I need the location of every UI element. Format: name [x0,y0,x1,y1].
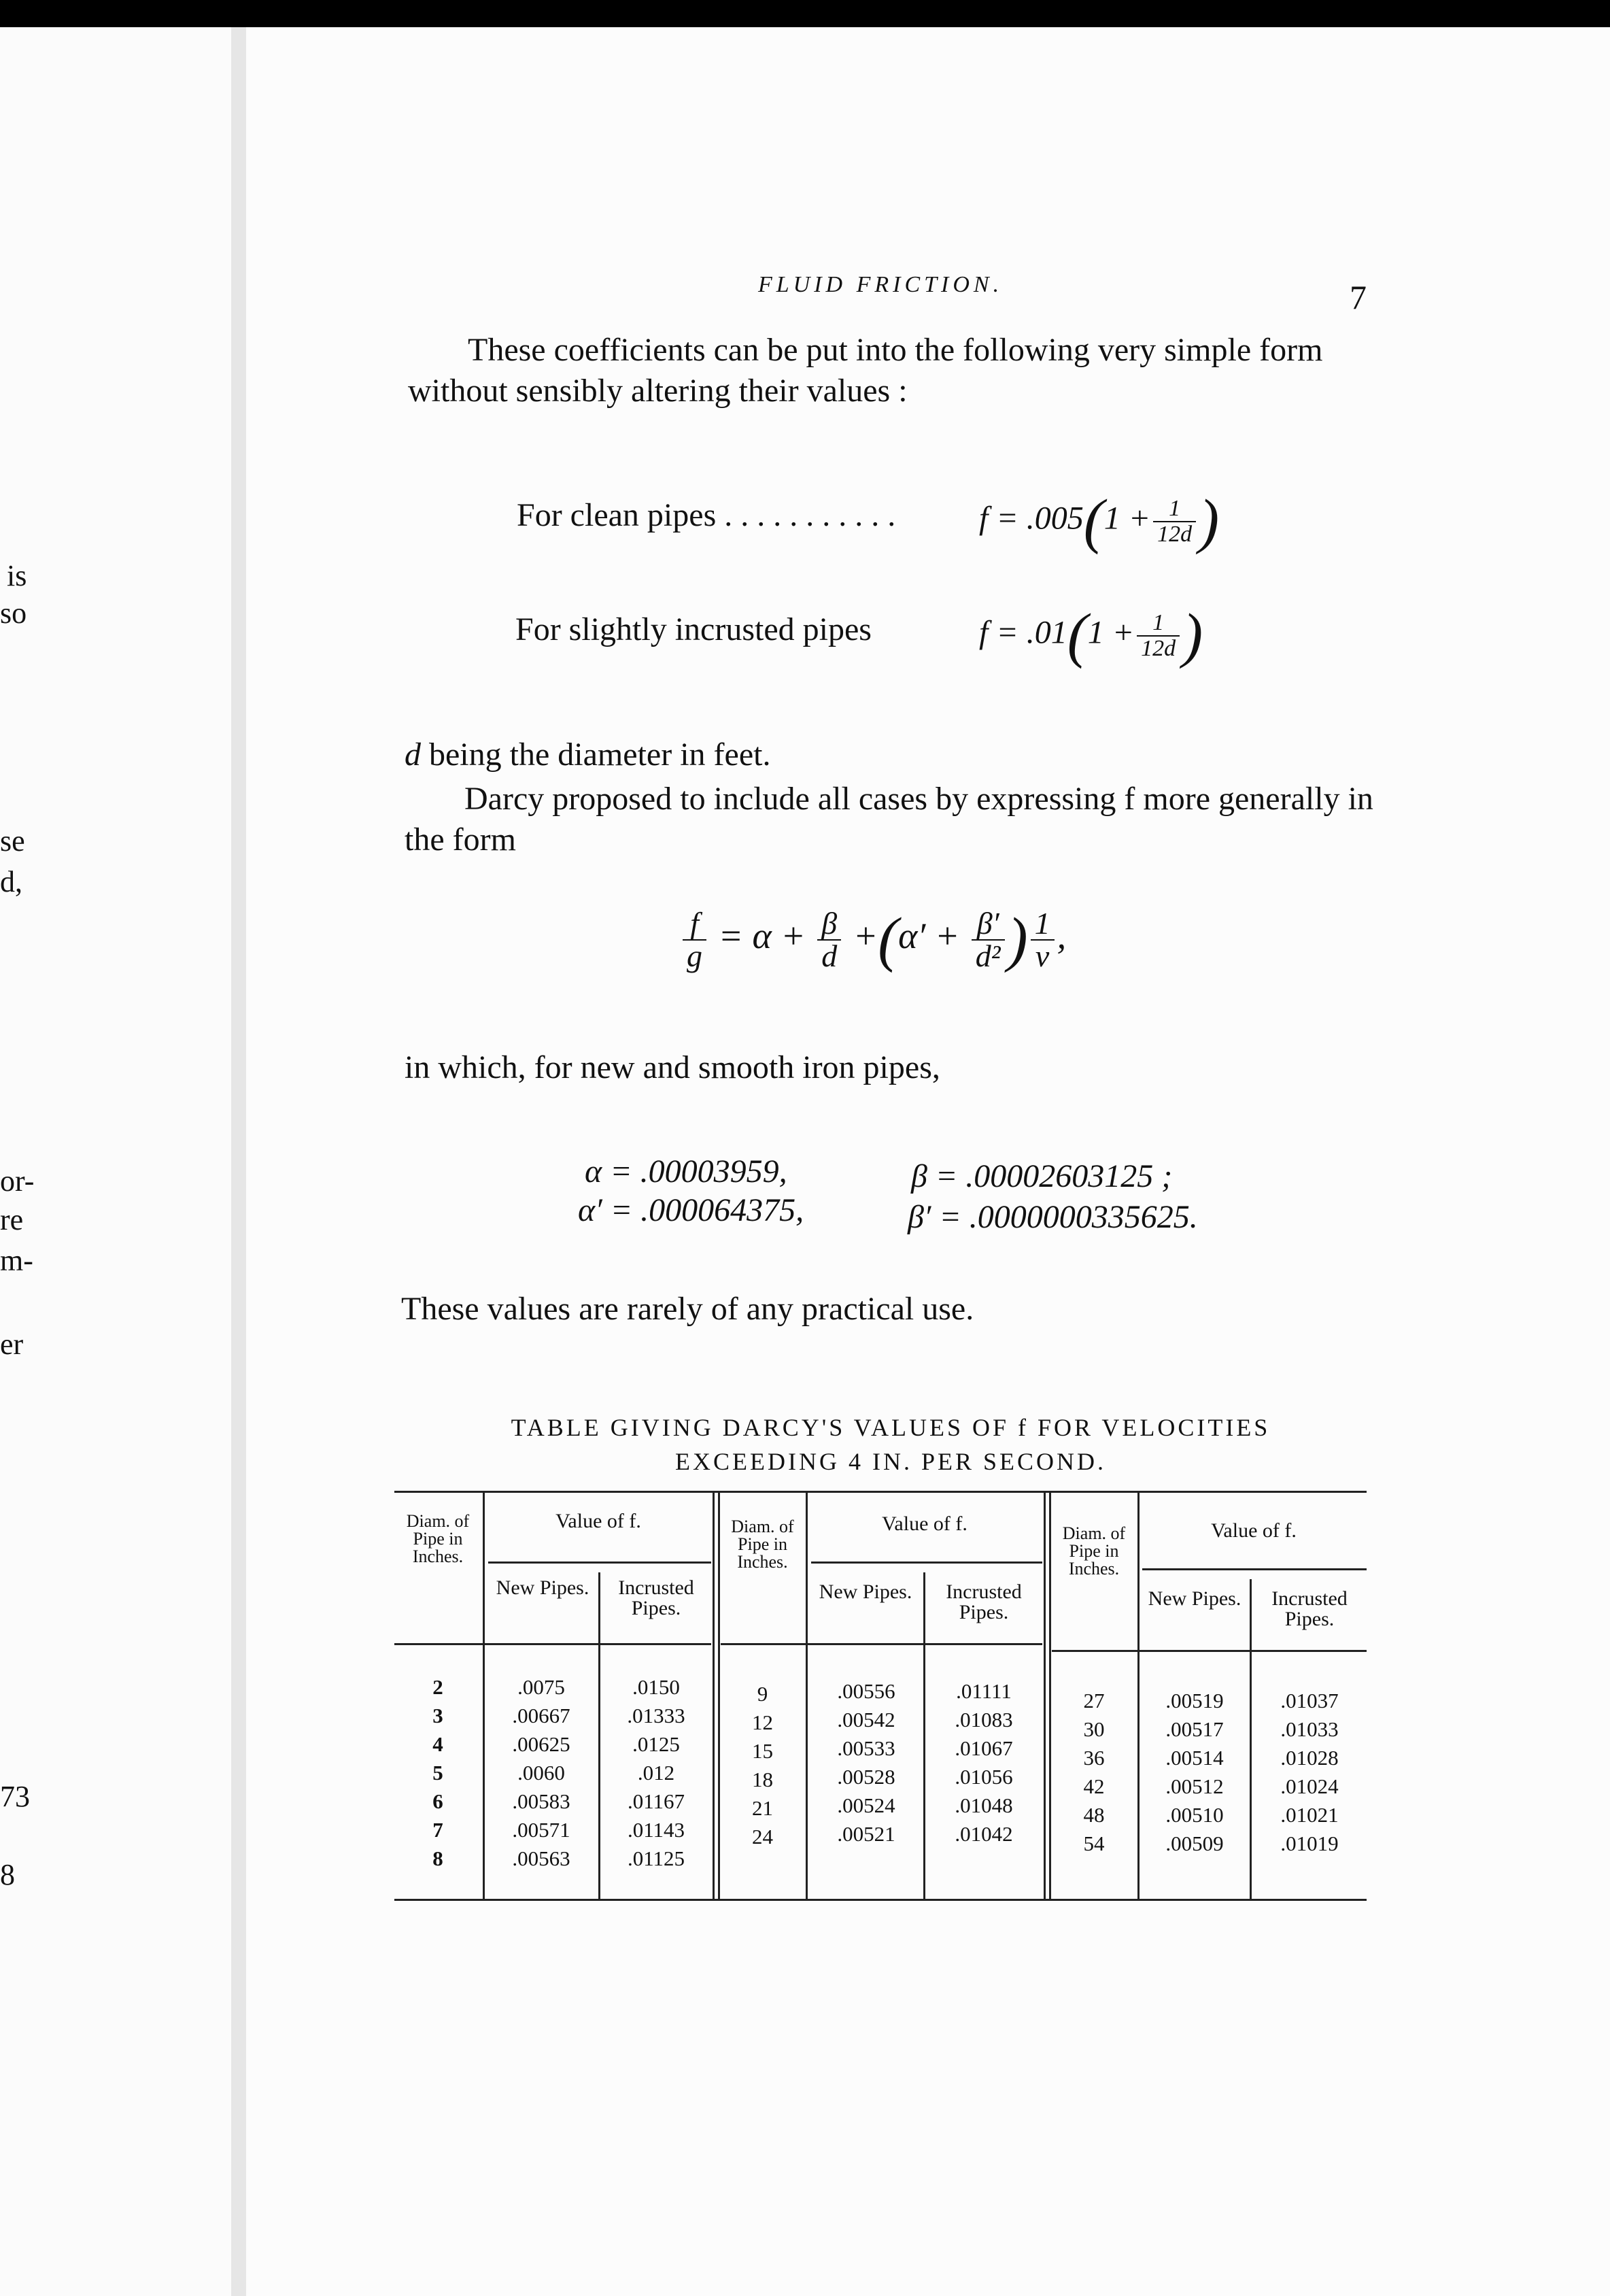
left-fragment: er [0,1328,24,1361]
diam-cell: 18 [752,1768,773,1791]
beta-prime-numerator: β′ [972,908,1005,941]
left-page [0,27,231,2296]
velocity-fraction [1031,905,1055,973]
group-divider [718,1491,720,1899]
header-rule [394,1643,711,1645]
column-rule [598,1572,600,1899]
diameter-note [405,735,770,775]
table-top-rule [394,1491,1367,1493]
diam-cell: 15 [752,1739,773,1763]
new-cell: .00514 [1165,1746,1224,1770]
column-rule [1250,1579,1252,1899]
new-cell: .00563 [512,1846,570,1870]
open-paren: ( [878,906,899,973]
paragraph-intro: These coefficients can be put into the following very simple form without sensibly altering their values : [408,332,1323,409]
diam-cell: 24 [752,1825,773,1848]
incrusted-cell: .01024 [1280,1774,1339,1798]
paragraph-smooth-pipes: in which, for new and smooth iron pipes, [405,1049,940,1085]
diam-cell: 27 [1083,1689,1105,1712]
new-cell: .00583 [512,1789,570,1813]
incrusted-cell: .01048 [955,1793,1013,1817]
incrusted-pipes-formula [979,601,1203,671]
incrusted-cell: .01056 [955,1765,1013,1789]
incrusted-pipes-header: Incrusted Pipes. [946,1581,1022,1623]
new-pipes-header: New Pipes. [819,1581,912,1603]
subheader-rule [1142,1568,1367,1570]
formula-one: 1 + [1103,500,1151,537]
group-divider [1044,1491,1046,1899]
beta-denominator: d [821,938,838,973]
diam-cell: 5 [432,1761,443,1785]
open-paren: ( [1083,488,1104,555]
diam-cell: 36 [1083,1746,1105,1770]
book-gutter [231,27,246,2296]
group1-diam-column [394,1673,481,1873]
fraction-numerator: 1 [1137,611,1180,637]
value-header: Value of f. [555,1510,641,1532]
incrusted-pipes-header: Incrusted Pipes. [618,1576,694,1619]
incrusted-cell: .01037 [1280,1689,1339,1712]
value-header: Value of f. [1211,1519,1297,1542]
new-cell: .00625 [512,1732,570,1756]
new-cell: .00509 [1165,1831,1224,1855]
lhs-numerator: f [683,908,706,941]
new-cell: .00512 [1165,1774,1224,1798]
diam-cell: 54 [1083,1831,1105,1855]
left-fragment: so [0,596,27,630]
column-rule [923,1572,925,1899]
beta-prime-denominator: d² [975,938,1001,973]
table-bottom-rule [394,1899,1367,1901]
new-cell: .00521 [837,1822,895,1846]
group1-incrusted-column [602,1673,710,1873]
close-paren: ) [1007,906,1028,973]
beta-fraction [817,905,841,973]
velocity-denominator: v [1035,938,1050,973]
new-cell: .00667 [512,1704,570,1727]
diam-cell: 12 [752,1710,773,1734]
left-fragment: 8 [0,1858,15,1891]
left-fragment: se [0,824,25,858]
beta-numerator: β [817,908,841,941]
group3-diam-column [1052,1687,1136,1858]
group-divider [713,1491,715,1899]
new-pipes-header: New Pipes. [496,1576,589,1599]
column-rule [483,1491,485,1899]
formula-lhs: f = .005 [979,500,1084,537]
diameter-text: being the diameter in feet. [429,737,771,773]
incrusted-cell: .01111 [956,1679,1012,1703]
diam-cell: 6 [432,1789,443,1813]
diam-cell: 2 [432,1675,443,1699]
fraction [1153,496,1196,547]
header-rule [1052,1650,1367,1652]
incrusted-cell: .01033 [1280,1717,1339,1741]
new-cell: .00510 [1165,1803,1224,1827]
group2-incrusted-column [926,1677,1042,1848]
incrusted-pipes-label: For slightly incrusted pipes [515,611,872,647]
new-cell: .00519 [1165,1689,1224,1712]
group2-new-column [810,1677,922,1848]
clean-pipes-label: For clean pipes . . . . . . . . . . . [517,497,896,533]
subheader-rule [488,1561,711,1564]
velocity-numerator: 1 [1031,908,1055,941]
new-cell: .0075 [517,1675,565,1699]
incrusted-cell: .01167 [627,1789,685,1813]
incrusted-cell: .01019 [1280,1831,1339,1855]
new-cell: .00528 [837,1765,895,1789]
diam-cell: 21 [752,1796,773,1820]
eq-part2: + [853,915,878,956]
formula-lhs: f = .01 [979,614,1067,651]
incrusted-cell: .01143 [627,1818,685,1842]
incrusted-cell: .01125 [627,1846,685,1870]
lhs-fraction [683,905,706,973]
d-symbol: d [405,737,421,773]
formula-one: 1 + [1087,614,1135,651]
diam-cell: 9 [757,1682,768,1706]
incrusted-cell: .01067 [955,1736,1013,1760]
diam-cell: 42 [1083,1774,1105,1798]
column-rule [806,1491,808,1899]
diam-cell: 48 [1083,1803,1105,1827]
beta-prime-fraction [972,905,1005,973]
group3-new-column [1141,1687,1248,1858]
lhs-denominator: g [687,938,702,973]
page-number: 7 [1350,278,1367,316]
fraction [1137,611,1180,661]
incrusted-cell: .01333 [627,1704,685,1727]
new-cell: .00533 [837,1736,895,1760]
eq-alpha-prime: α′ + [898,915,960,956]
diam-cell: 3 [432,1704,443,1727]
subheader-rule [811,1561,1042,1564]
diam-cell: 7 [432,1818,443,1842]
new-pipes-header: New Pipes. [1148,1587,1241,1610]
close-paren: ) [1199,488,1220,555]
table-title-line2: EXCEEDING 4 IN. PER SECOND. [675,1448,1106,1475]
paragraph-darcy: Darcy proposed to include all cases by expressing f more generally in the form [405,781,1373,858]
left-fragment: re [0,1203,24,1236]
beta-value: β = .00002603125 ; [911,1158,1173,1194]
new-cell: .00542 [837,1708,895,1732]
fraction-numerator: 1 [1153,496,1196,522]
left-fragment: or- [0,1164,35,1198]
fraction-denominator: 12d [1141,635,1176,661]
value-header: Value of f. [882,1513,967,1535]
new-cell: .00517 [1165,1717,1224,1741]
incrusted-pipes-header: Incrusted Pipes. [1271,1587,1348,1630]
paragraph-practical: These values are rarely of any practical use. [401,1291,974,1327]
alpha-value: α = .00003959, [585,1153,787,1189]
diam-cell: 30 [1083,1717,1105,1741]
eq-part1: = α + [718,915,806,956]
incrusted-cell: .01042 [955,1822,1013,1846]
fraction-denominator: 12d [1157,521,1193,547]
close-paren: ) [1182,602,1203,669]
group-divider [1049,1491,1051,1899]
diam-cell: 8 [432,1846,443,1870]
darcy-values-table [394,1491,1367,1904]
incrusted-cell: .01083 [955,1708,1013,1732]
incrusted-cell: .0125 [632,1732,680,1756]
left-fragment: is [7,559,27,592]
header-rule [721,1643,1042,1645]
diam-header: Diam. of Pipe in Inches. [406,1511,470,1566]
incrusted-cell: .01028 [1280,1746,1339,1770]
darcy-equation [680,905,1066,975]
incrusted-cell: .0150 [632,1675,680,1699]
column-rule [1137,1491,1140,1899]
new-cell: .00556 [837,1679,895,1703]
open-paren: ( [1067,602,1088,669]
group3-incrusted-column [1252,1687,1367,1858]
diam-cell: 4 [432,1732,443,1756]
running-header: FLUID FRICTION. [758,272,1004,297]
new-cell: .0060 [517,1761,565,1785]
left-fragment: d, [0,865,22,898]
group1-new-column [486,1673,596,1873]
diam-header: Diam. of Pipe in Inches. [731,1517,794,1572]
diam-header: Diam. of Pipe in Inches. [1062,1523,1126,1578]
new-cell: .00571 [512,1818,570,1842]
group2-diam-column [721,1680,804,1851]
alpha-prime-value: α′ = .000064375, [578,1192,804,1228]
new-cell: .00524 [837,1793,895,1817]
table-title-line1: TABLE GIVING DARCY'S VALUES OF f FOR VELOCITIES [511,1414,1271,1441]
left-fragment: m- [0,1244,33,1277]
left-fragment: 73 [0,1780,30,1813]
clean-pipes-formula [979,486,1219,556]
incrusted-cell: .012 [637,1761,675,1785]
eq-comma: , [1057,915,1067,956]
beta-prime-value: β′ = .0000000335625. [908,1199,1198,1235]
incrusted-cell: .01021 [1280,1803,1339,1827]
